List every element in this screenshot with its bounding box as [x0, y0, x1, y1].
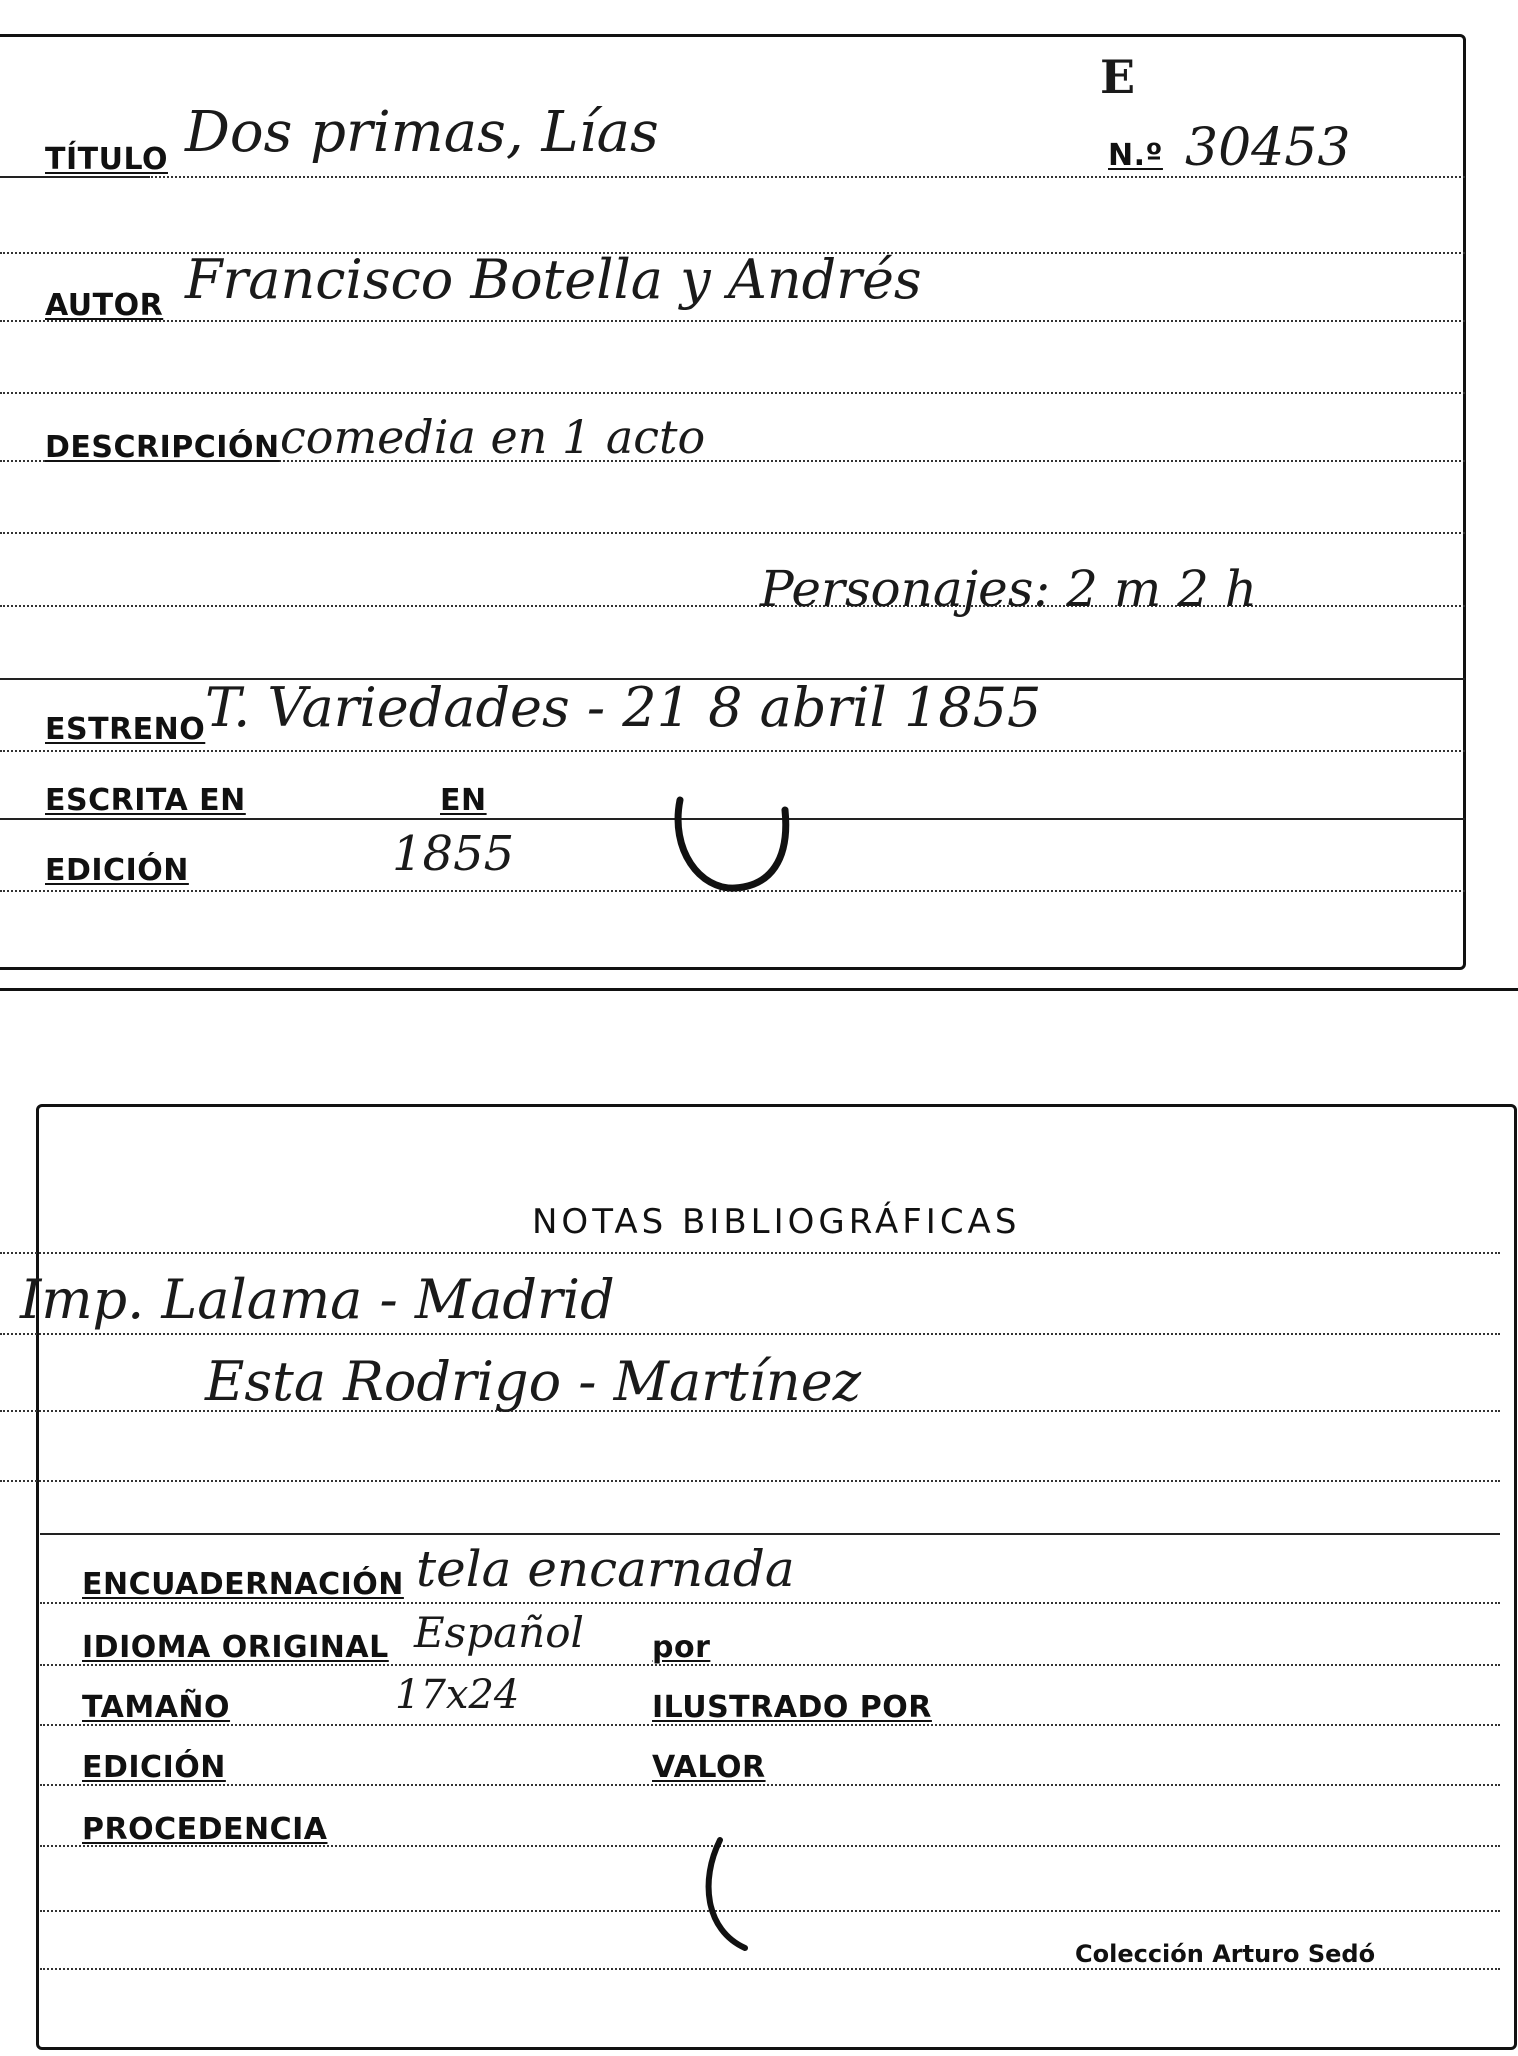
corner-mark: E: [1100, 50, 1136, 104]
por-label: por: [652, 1630, 711, 1665]
titulo-label: TÍTULO: [45, 142, 168, 177]
collection-footer: Colección Arturo Sedó: [1075, 1940, 1376, 1968]
tamano-label: TAMAÑO: [82, 1690, 231, 1725]
edicion-label: EDICIÓN: [45, 853, 189, 888]
numero-value: 30453: [1185, 118, 1351, 178]
notes-line-1: Imp. Lalama - Madrid: [20, 1268, 615, 1331]
estreno-value: T. Variedades - 21 8 abril 1855: [205, 676, 1042, 739]
autor-label: AUTOR: [45, 288, 164, 323]
personajes-note: Personajes: 2 m 2 h: [760, 560, 1258, 618]
rule-line: [40, 1784, 1500, 1786]
rule-line: [0, 1480, 1500, 1482]
rule-line: [0, 320, 1465, 322]
encuadernacion-value: tela encarnada: [416, 1540, 795, 1598]
edicion-value: 1855: [392, 826, 515, 882]
rule-line: [0, 392, 1465, 394]
escrita-en-label: ESCRITA EN: [45, 783, 246, 818]
en-label: EN: [440, 783, 487, 818]
rule-line: [0, 532, 1465, 534]
punch-hole-mark: [660, 780, 800, 900]
card-separator: [0, 988, 1518, 991]
idioma-original-label: IDIOMA ORIGINAL: [82, 1630, 389, 1665]
valor-label: VALOR: [652, 1750, 766, 1785]
rule-line: [0, 1252, 1500, 1254]
tamano-value: 17x24: [395, 1672, 520, 1718]
estreno-label: ESTRENO: [45, 712, 206, 747]
rule-line: [0, 750, 1465, 752]
procedencia-label: PROCEDENCIA: [82, 1812, 328, 1847]
descripcion-value: comedia en 1 acto: [280, 410, 706, 464]
idioma-original-value: Español: [414, 1608, 584, 1657]
notes-line-2: Esta Rodrigo - Martínez: [205, 1350, 862, 1413]
rule-line: [40, 1602, 1500, 1604]
ilustrado-por-label: ILUSTRADO POR: [652, 1690, 932, 1725]
notas-heading: NOTAS BIBLIOGRÁFICAS: [532, 1202, 1021, 1242]
punch-hole-mark: [690, 1830, 810, 1960]
autor-value: Francisco Botella y Andrés: [185, 248, 922, 311]
rule-line: [40, 1968, 1500, 1970]
rule-line: [0, 1333, 1500, 1335]
encuadernacion-label: ENCUADERNACIÓN: [82, 1567, 404, 1602]
edicion-bottom-label: EDICIÓN: [82, 1750, 226, 1785]
numero-label: N.º: [1108, 138, 1163, 173]
titulo-value: Dos primas, Lías: [185, 100, 659, 165]
descripcion-label: DESCRIPCIÓN: [45, 430, 280, 465]
rule-line: [40, 1533, 1500, 1535]
